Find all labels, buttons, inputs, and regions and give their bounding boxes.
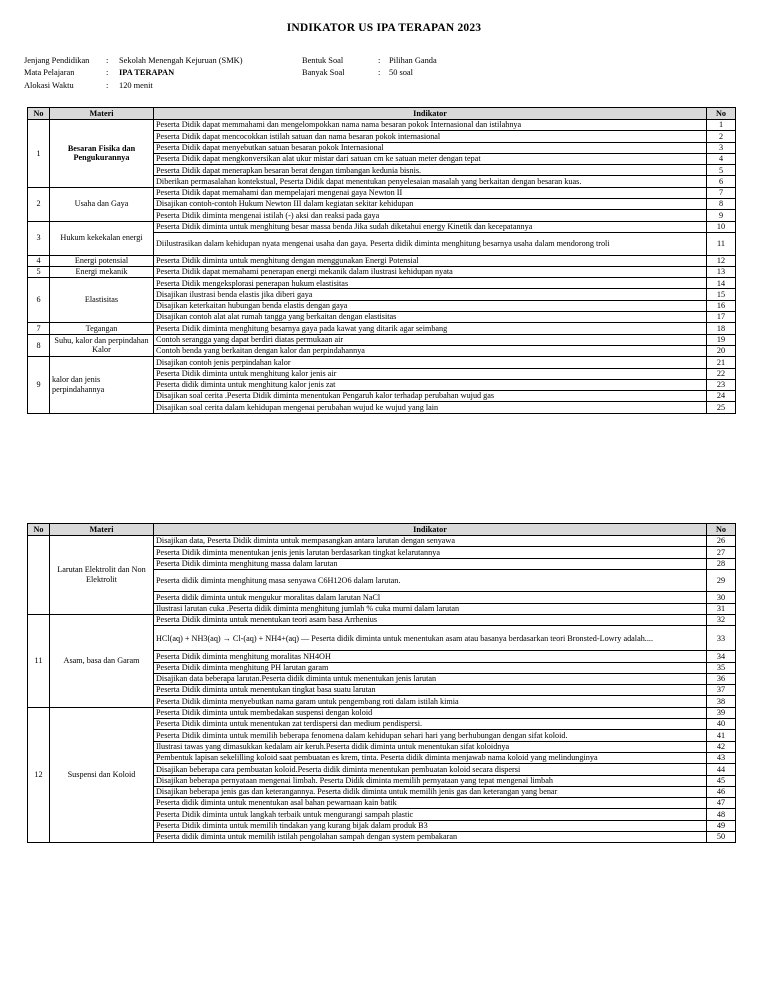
header-materi: Materi: [50, 108, 154, 120]
question-number: 21: [707, 357, 736, 368]
indikator-cell: Disajikan beberapa cara pembuatan koloid.Peserta didik diminta menentukan pembuatan koloid secara dispersi: [154, 764, 707, 775]
question-number: 40: [707, 719, 736, 730]
meta-value: Sekolah Menengah Kejuruan (SMK): [119, 56, 243, 65]
question-number: 18: [707, 323, 736, 334]
indikator-cell: Peserta Didik diminta untuk menghitung besar massa benda Jika sudah diketahui energy Kinetik dan kecepatannya: [154, 221, 707, 232]
indikator-cell: Ilustrasi tawas yang dimasukkan kedalam air keruh.Peserta didik diminta untuk menentukan sifat koloidnya: [154, 741, 707, 752]
question-number: 16: [707, 300, 736, 311]
header-no-soal: No: [707, 524, 736, 536]
meta-row: [24, 55, 243, 67]
question-number: 41: [707, 730, 736, 741]
indikator-cell: Peserta Didik diminta untuk membedakan suspensi dengan koloid: [154, 707, 707, 718]
indikator-cell: Peserta Didik diminta untuk menentukan zat terdispersi dan medium pendispersi.: [154, 719, 707, 730]
indikator-cell: Peserta Didik diminta mengenai istilah (-) aksi dan reaksi pada gaya: [154, 210, 707, 221]
question-number: 43: [707, 752, 736, 763]
question-number: 44: [707, 764, 736, 775]
question-number: 27: [707, 547, 736, 558]
indikator-cell: Peserta Didik diminta untuk menghitung kalor jenis air: [154, 368, 707, 379]
indikator-cell: Disajikan contoh jenis perpindahan kalor: [154, 357, 707, 368]
indikator-cell: Peserta Didik diminta menghitung moralitas NH4OH: [154, 651, 707, 662]
indikator-cell: Peserta didik diminta untuk memilih istilah pengolahan sampah dengan system pembakaran: [154, 831, 707, 842]
question-number: 17: [707, 312, 736, 323]
table-row: [28, 334, 736, 345]
indikator-cell: Disajikan data beberapa larutan.Peserta didik diminta untuk menentukan jenis larutan: [154, 673, 707, 684]
materi-cell: Besaran Fisika dan Pengukurannya: [50, 120, 154, 188]
question-number: 46: [707, 786, 736, 797]
meta-colon: :: [106, 56, 109, 65]
materi-cell: Asam, basa dan Garam: [50, 615, 154, 708]
indikator-cell: Diilustrasikan dalam kehidupan nyata mengenai usaha dan gaya. Peserta didik diminta menghitung besarnya usaha dalam mendorong troli: [154, 232, 707, 255]
question-number: 13: [707, 266, 736, 277]
indikator-cell: Peserta Didik diminta untuk menghitung dengan menggunakan Energi Potensial: [154, 255, 707, 266]
meta-colon: :: [378, 68, 381, 78]
indikator-cell: Disajikan keterkaitan hubungan benda elastis dengan gaya: [154, 300, 707, 311]
meta-right: [302, 55, 437, 80]
group-number: 3: [28, 221, 50, 255]
question-number: 35: [707, 662, 736, 673]
question-number: 20: [707, 345, 736, 356]
meta-left: [24, 55, 243, 92]
materi-cell: Energi potensial: [50, 255, 154, 266]
question-number: 31: [707, 603, 736, 614]
question-number: 2: [707, 131, 736, 142]
indikator-cell: Contoh benda yang berkaitan dengan kalor dan perpindahannya: [154, 345, 707, 356]
meta-key: Mata Pelajaran: [24, 68, 75, 78]
meta-key: Jenjang Pendidikan: [24, 56, 90, 65]
indikator-cell: Peserta Didik mengeksplorasi penerapan hukum elastisitas: [154, 278, 707, 289]
header-no: No: [28, 108, 50, 120]
indikator-cell: Peserta Didik dapat memahami dan mempelajari mengenai gaya Newton II: [154, 187, 707, 198]
question-number: 24: [707, 391, 736, 402]
question-number: 25: [707, 402, 736, 413]
materi-cell: Tegangan: [50, 323, 154, 334]
table-row: [28, 120, 736, 131]
question-number: 7: [707, 187, 736, 198]
question-number: 48: [707, 809, 736, 820]
header-no: No: [28, 524, 50, 536]
indikator-cell: Disajikan contoh-contoh Hukum Newton III dalam kegiatan sekitar kehidupan: [154, 199, 707, 210]
question-number: 45: [707, 775, 736, 786]
materi-cell: Larutan Elektrolit dan Non Elektrolit: [50, 536, 154, 615]
question-number: 8: [707, 199, 736, 210]
table-row: [28, 187, 736, 198]
materi-cell: Suspensi dan Koloid: [50, 707, 154, 843]
materi-cell: kalor dan jenis perpindahannya: [50, 357, 154, 413]
indikator-cell: Peserta Didik diminta untuk memilih tindakan yang kurang bijak dalam produk B3: [154, 820, 707, 831]
materi-cell: Energi mekanik: [50, 266, 154, 277]
question-number: 4: [707, 153, 736, 164]
indikator-cell: Peserta Didik diminta untuk menentukan teori asam basa Arrhenius: [154, 615, 707, 626]
indikator-cell: Ilustrasi larutan cuka .Peserta didik diminta menghitung jumlah % cuka murni dalam larutan: [154, 603, 707, 614]
table-row: [28, 255, 736, 266]
header-materi: Materi: [50, 524, 154, 536]
materi-cell: Suhu, kalor dan perpindahan Kalor: [50, 334, 154, 357]
indicator-table-2: [27, 523, 736, 843]
table-row: [28, 278, 736, 289]
header-no-soal: No: [707, 108, 736, 120]
indikator-cell: Peserta Didik dapat menyebutkan satuan besaran pokok Internasional: [154, 142, 707, 153]
question-number: 30: [707, 592, 736, 603]
group-number: 11: [28, 615, 50, 708]
indikator-cell: Peserta didik diminta menghitung masa senyawa C6H12O6 dalam larutan.: [154, 569, 707, 592]
document-title: INDIKATOR US IPA TERAPAN 2023: [286, 22, 482, 34]
question-number: 9: [707, 210, 736, 221]
indikator-cell: Peserta Didik diminta untuk memilih beberapa fenomena dalam kehidupan sehari hari yang berhubungan dengan sifat koloid.: [154, 730, 707, 741]
question-number: 36: [707, 673, 736, 684]
meta-key: Bentuk Soal: [302, 56, 344, 65]
meta-value: 50 soal: [389, 68, 413, 78]
meta-colon: :: [378, 56, 381, 65]
table-header-row: [28, 108, 736, 120]
question-number: 6: [707, 176, 736, 187]
indikator-cell: Peserta Didik dapat memahami penerapan energi mekanik dalam ilustrasi kehidupan nyata: [154, 266, 707, 277]
table-row: [28, 357, 736, 368]
question-number: 38: [707, 696, 736, 707]
header-indikator: Indikator: [154, 524, 707, 536]
question-number: 15: [707, 289, 736, 300]
meta-colon: :: [106, 68, 109, 78]
table-row: [28, 266, 736, 277]
table-row: [28, 536, 736, 547]
indikator-cell: Peserta Didik dapat memmahami dan mengelompokkan nama nama besaran pokok Internasional dan istilahnya: [154, 120, 707, 131]
indikator-cell: Peserta Didik diminta menyebutkan nama garam untuk pengembang roti dalam istilah kimia: [154, 696, 707, 707]
group-number: 5: [28, 266, 50, 277]
indikator-cell: Peserta didik diminta untuk mengukur moralitas dalam larutan NaCl: [154, 592, 707, 603]
indikator-cell: Disajikan ilustrasi benda elastis jika diberi gaya: [154, 289, 707, 300]
group-number: 6: [28, 278, 50, 323]
question-number: 22: [707, 368, 736, 379]
question-number: 10: [707, 221, 736, 232]
question-number: 3: [707, 142, 736, 153]
meta-key: Banyak Soal: [302, 68, 345, 78]
question-number: 39: [707, 707, 736, 718]
meta-colon: :: [106, 80, 109, 90]
indikator-cell: Disajikan beberapa jenis gas dan keterangannya. Peserta didik diminta untuk memilih jenis gas dan keterangan yang benar: [154, 786, 707, 797]
question-number: 12: [707, 255, 736, 266]
question-number: 47: [707, 798, 736, 809]
group-number: 1: [28, 120, 50, 188]
question-number: 5: [707, 165, 736, 176]
question-number: 50: [707, 831, 736, 842]
group-number: [28, 536, 50, 615]
group-number: 7: [28, 323, 50, 334]
indikator-cell: Disajikan data, Peserta Didik diminta untuk mempasangkan antara larutan dengan senyawa: [154, 536, 707, 547]
meta-value: Pilihan Ganda: [389, 56, 437, 65]
indikator-cell: Peserta Didik dapat mencocokkan istilah satuan dan nama besaran pokok internasional: [154, 131, 707, 142]
group-number: 12: [28, 707, 50, 843]
indikator-cell: Peserta Didik diminta menentukan jenis jenis larutan berdasarkan tingkat kelarutannya: [154, 547, 707, 558]
indikator-cell: Peserta Didik diminta untuk menentukan tingkat basa suatu larutan: [154, 685, 707, 696]
question-number: 28: [707, 558, 736, 569]
meta-value: 120 menit: [119, 80, 153, 90]
meta-key: Alokasi Waktu: [24, 80, 74, 90]
indikator-cell: Peserta Didik dapat mengkonversikan alat ukur mistar dari satuan cm ke satuan meter dengan tepat: [154, 153, 707, 164]
indikator-cell: Peserta Didik dapat menerapkan besaran berat dengan timbangan kedunia bisnis.: [154, 165, 707, 176]
meta-row: [302, 55, 437, 67]
indikator-cell: Disajikan soal cerita dalam kehidupan mengenai perubahan wujud ke wujud yang lain: [154, 402, 707, 413]
group-number: 8: [28, 334, 50, 357]
indicator-table-1: [27, 107, 736, 414]
indikator-cell: Peserta Didik diminta menghitung massa dalam larutan: [154, 558, 707, 569]
question-number: 33: [707, 626, 736, 651]
table-row: [28, 707, 736, 718]
group-number: 2: [28, 187, 50, 221]
materi-cell: Elastisitas: [50, 278, 154, 323]
meta-row: [24, 80, 243, 92]
question-number: 26: [707, 536, 736, 547]
question-number: 34: [707, 651, 736, 662]
meta-row: [302, 67, 437, 79]
group-number: 9: [28, 357, 50, 413]
indikator-cell: Peserta didik diminta untuk menghitung kalor jenis zat: [154, 379, 707, 390]
indikator-cell: Disajikan contoh alat alat rumah tangga yang berkaitan dengan elastisitas: [154, 312, 707, 323]
indikator-cell: Peserta Didik diminta menghitung PH larutan garam: [154, 662, 707, 673]
indikator-cell: Peserta Didik diminta menghitung besarnya gaya pada kawat yang ditarik agar seimbang: [154, 323, 707, 334]
question-number: 29: [707, 569, 736, 592]
indikator-cell: Diberikan permasalahan kontekstual, Peserta Didik dapat menentukan penyelesaian masalah yang berkaitan dengan besaran kuas.: [154, 176, 707, 187]
materi-cell: Hukum kekekalan energi: [50, 221, 154, 255]
question-number: 23: [707, 379, 736, 390]
table-row: [28, 323, 736, 334]
question-number: 49: [707, 820, 736, 831]
question-number: 19: [707, 334, 736, 345]
question-number: 14: [707, 278, 736, 289]
meta-row: [24, 67, 243, 79]
question-number: 1: [707, 120, 736, 131]
header-indikator: Indikator: [154, 108, 707, 120]
materi-cell: Usaha dan Gaya: [50, 187, 154, 221]
indikator-cell: Disajikan soal cerita .Peserta Didik diminta menentukan Pengaruh kalor terhadap perubahan wujud gas: [154, 391, 707, 402]
indikator-cell: Pembentuk lapisan sekelilling koloid saat pembuatan es krem, tinta. Peserta didik diminta menjawab nama koloid yang melindunginya: [154, 752, 707, 763]
table-header-row: [28, 524, 736, 536]
table-row: [28, 221, 736, 232]
meta-value: IPA TERAPAN: [119, 68, 175, 78]
question-number: 37: [707, 685, 736, 696]
indikator-cell: Peserta Didik diminta untuk langkah terbaik untuk mengurangi sampah plastic: [154, 809, 707, 820]
question-number: 32: [707, 615, 736, 626]
group-number: 4: [28, 255, 50, 266]
question-number: 42: [707, 741, 736, 752]
question-number: 11: [707, 232, 736, 255]
indikator-cell: Peserta didik diminta untuk menentukan asal bahan pewarnaan kain batik: [154, 798, 707, 809]
indikator-cell: Contoh serangga yang dapat berdiri diatas permukaan air: [154, 334, 707, 345]
indikator-cell: Disajikan beberapa pernyataan mengenai limbah. Peserta Didik diminta memilih pernyataan yang tepat mengenai limbah: [154, 775, 707, 786]
indikator-cell: HCl(aq) + NH3(aq) → Cl-(aq) + NH4+(aq) — Peserta didik diminta untuk menentukan asam atau basanya berdasarkan teori Bronsted-Lowry adalah....: [154, 626, 707, 651]
table-row: [28, 615, 736, 626]
